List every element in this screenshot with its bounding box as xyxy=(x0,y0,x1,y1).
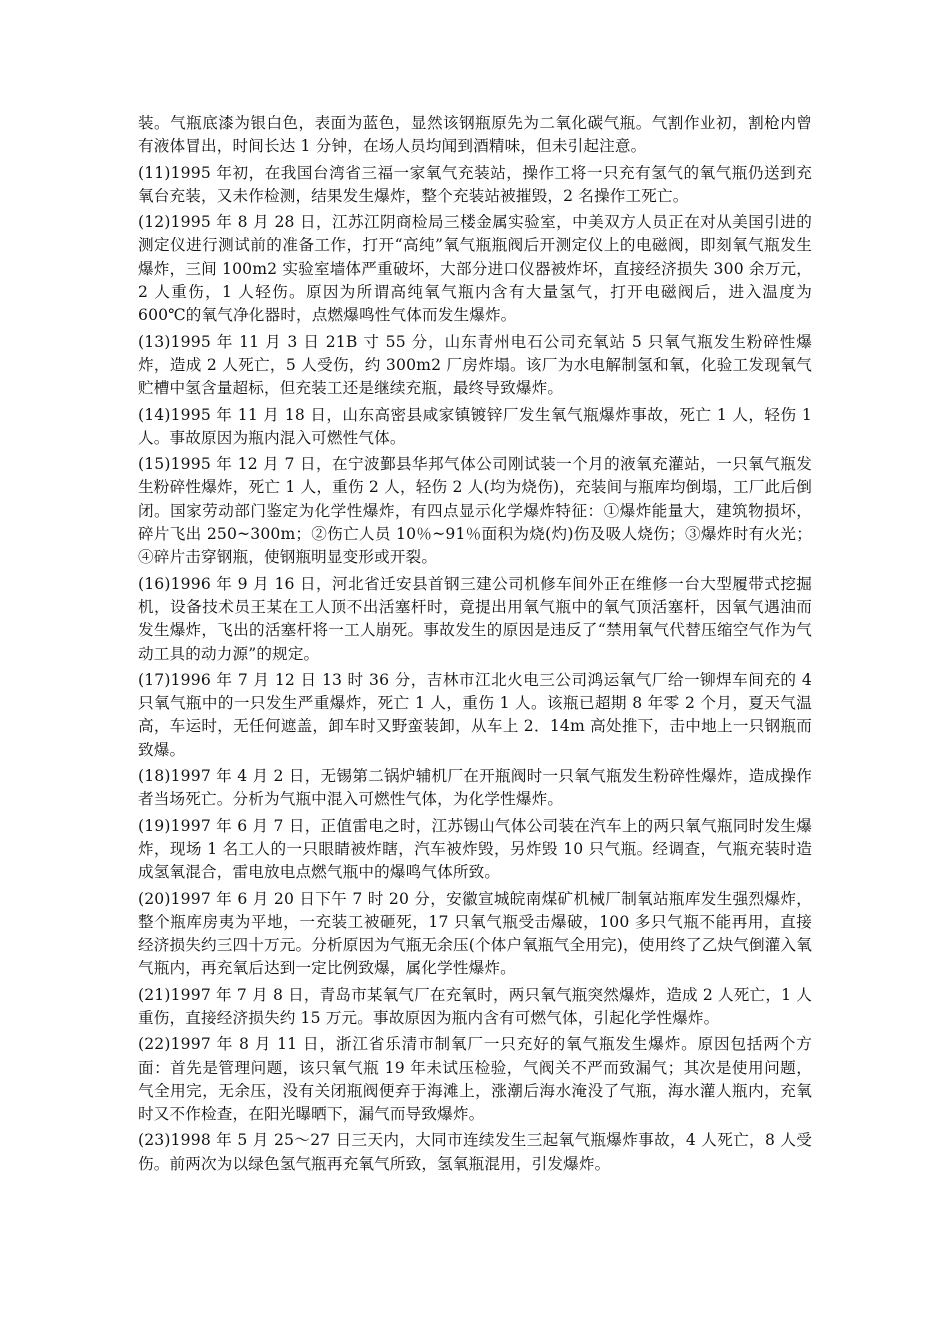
paragraph-case-14: (14)1995 年 11 月 18 日，山东高密县咸家镇镀锌厂发生氧气瓶爆炸事故，死亡 1 人，轻伤 1 人。事故原因为瓶内混入可燃性气体。 xyxy=(138,405,812,447)
paragraph-case-19: (19)1997 年 6 月 7 日，正值雷电之时，江苏锡山气体公司装在汽车上的两只氧气瓶同时发生爆炸，现场 1 名工人的一只眼睛被炸瞎，汽车被炸毁，另炸毁 10 只气瓶。经调查，气瓶充装时造成氢氧混合，雷电放电点燃气瓶中的爆鸣气体所致。 xyxy=(138,816,812,882)
paragraph-case-21: (21)1997 年 7 月 8 日，青岛市某氧气厂在充氧时，两只氧气瓶突然爆炸，造成 2 人死亡，1 人重伤，直接经济损失约 15 万元。事故原因为瓶内含有可燃气体，引起化学性爆炸。 xyxy=(138,985,812,1027)
paragraph-case-17: (17)1996 年 7 月 12 日 13 时 36 分，吉林市江北火电三公司鸿运氧气厂给一铆焊车间充的 4 只氧气瓶中的一只发生严重爆炸，死亡 1 人，重伤 1 人。该瓶已超期 8 年零 2 个月，夏天气温高，车运时，无任何遮盖，卸车时又野蛮装卸，从车上 2．14m 高处推下，击中地上一只钢瓶而致爆。 xyxy=(138,670,812,759)
paragraph-case-15: (15)1995 年 12 月 7 日，在宁波鄞县华邦气体公司刚试装一个月的液氧充灌站，一只氧气瓶发生粉碎性爆炸，死亡 1 人，重伤 2 人，轻伤 2 人(均为烧伤)，充装间与瓶库均倒塌，工厂此后倒闭。国家劳动部门鉴定为化学性爆炸，有四点显示化学爆炸特征：①爆炸能量大，建筑物损坏，碎片飞出 250~300m；②伤亡人员 10％~91％面积为烧(灼)伤及吸人烧伤；③爆炸时有火光；④碎片击穿钢瓶，使钢瓶明显变形或开裂。 xyxy=(138,455,812,567)
paragraph-continuation: 装。气瓶底漆为银白色，表面为蓝色，显然该钢瓶原先为二氧化碳气瓶。气割作业初，割枪内曾有液体冒出，时间长达 1 分钟，在场人员均闻到酒精味，但未引起注意。 xyxy=(138,114,812,156)
paragraph-case-18: (18)1997 年 4 月 2 日，无锡第二锅炉辅机厂在开瓶阀时一只氧气瓶发生粉碎性爆炸，造成操作者当场死亡。分析为气瓶中混入可燃性气体，为化学性爆炸。 xyxy=(138,767,812,809)
document-body xyxy=(138,112,812,1179)
paragraph-case-12: (12)1995 年 8 月 28 日，江苏江阴商检局三楼金属实验室，中美双方人员正在对从美国引进的测定仪进行测试前的准备工作，打开“高纯”氧气瓶瓶阀后开测定仪上的电磁阀，即刻氧气瓶发生爆炸，三间 100m2 实验室墙体严重破坏，大部分进口仪器被炸坏，直接经济损失 300 余万元，2 人重伤，1 人轻伤。原因为所谓高纯氧气瓶内含有大量氢气，打开电磁阀后，进入温度为 600℃的氧气净化器时，点燃爆鸣性气体而发生爆炸。 xyxy=(138,213,812,325)
paragraph-case-13: (13)1995 年 11 月 3 日 21B 寸 55 分，山东青州电石公司充氧站 5 只氧气瓶发生粉碎性爆炸，造成 2 人死亡，5 人受伤，约 300m2 厂房炸塌。该厂为水电解制氢和氧，化验工发现氧气贮槽中氢含量超标，但充装工还是继续充瓶，最终导致爆炸。 xyxy=(138,332,812,398)
paragraph-case-16: (16)1996 年 9 月 16 日，河北省迁安县首钢三建公司机修车间外正在维修一台大型履带式挖掘机，设备技术员王某在工人顶不出活塞杆时，竟提出用氧气瓶中的氧气顶活塞杆，因氧气遇油而发生爆炸，飞出的活塞杆将一工人崩死。事故发生的原因是违反了“禁用氧气代替压缩空气作为气动工具的动力源”的规定。 xyxy=(138,574,812,663)
paragraph-case-20: (20)1997 年 6 月 20 日下午 7 时 20 分，安徽宣城皖南煤矿机械厂制氧站瓶库发生强烈爆炸，整个瓶库房夷为平地，一充装工被砸死，17 只氧气瓶受击爆破，100 多只气瓶不能再用，直接经济损失约三四十万元。分析原因为气瓶无余压(个体户氧瓶气全用完)，使用终了乙炔气倒灌入氧气瓶内，再充氧后达到一定比例致爆，属化学性爆炸。 xyxy=(138,889,812,978)
paragraph-case-23: (23)1998 年 5 月 25～27 日三天内，大同市连续发生三起氧气瓶爆炸事故，4 人死亡，8 人受伤。前两次为以绿色氢气瓶再充氧气所致，氢氧瓶混用，引发爆炸。 xyxy=(138,1131,812,1173)
paragraph-case-22: (22)1997 年 8 月 11 日，浙江省乐清市制氧厂一只充好的氧气瓶发生爆炸。原因包括两个方面：首先是管理问题，该只氧气瓶 19 年未试压检验，气阀关不严而致漏气；其次是使用问题，气全用完，无余压，没有关闭瓶阀便弃于海滩上，涨潮后海水淹没了气瓶，海水灌人瓶内，充氧时又不作检查，在阳光曝晒下，漏气而导致爆炸。 xyxy=(138,1035,812,1124)
paragraph-case-11: (11)1995 年初，在我国台湾省三福一家氧气充装站，操作工将一只充有氢气的氧气瓶仍送到充氧台充装，又未作检测，结果发生爆炸，整个充装站被摧毁，2 名操作工死亡。 xyxy=(138,163,812,205)
